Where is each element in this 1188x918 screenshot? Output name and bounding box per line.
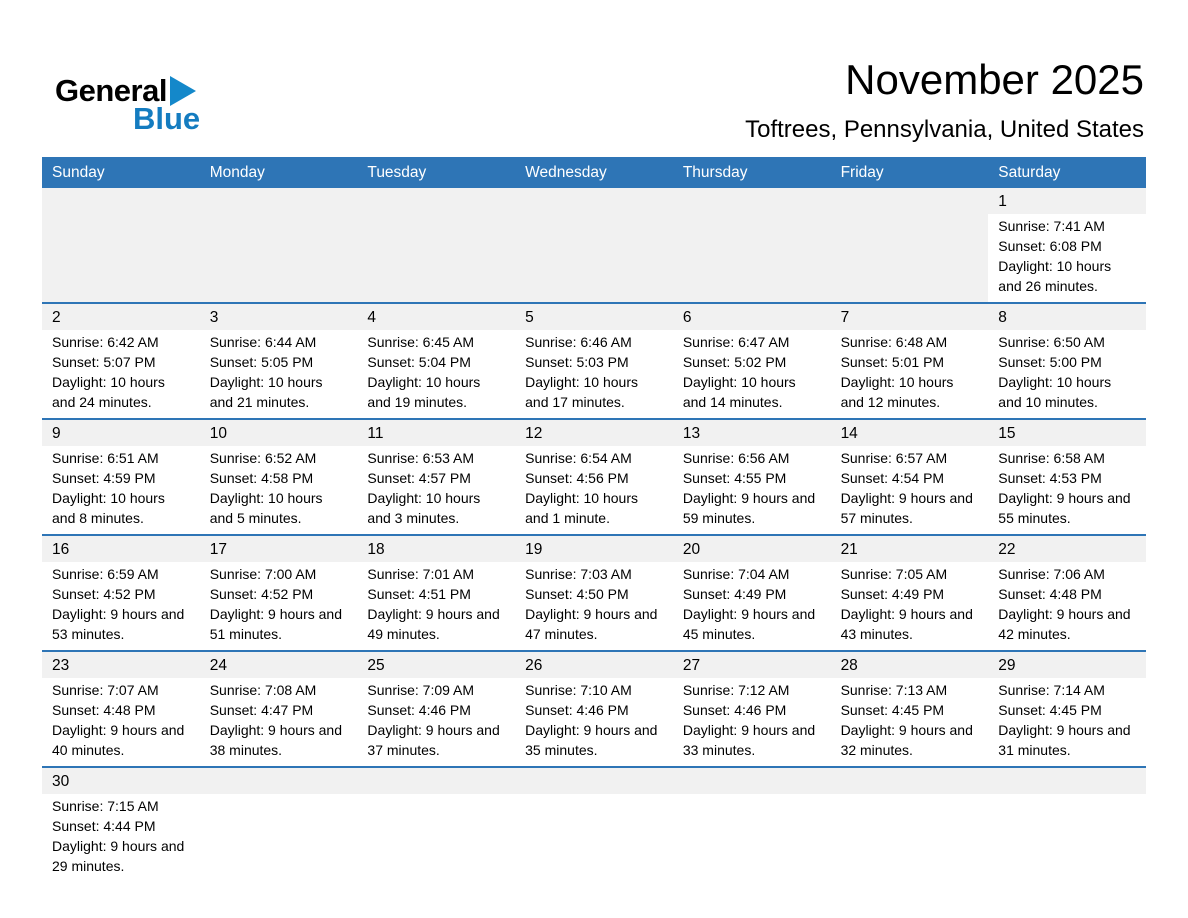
sunset-text: Sunset: 4:54 PM [840, 470, 945, 486]
day-number-stripe [357, 768, 515, 794]
empty-cell [673, 768, 831, 882]
sunset-text: Sunset: 4:46 PM [367, 702, 471, 718]
day-details [988, 678, 1146, 766]
daylight-text: Daylight: 10 hours and 1 minute. [525, 490, 638, 526]
day-number: 24 [200, 652, 358, 678]
day-cell [831, 420, 989, 534]
day-cell [200, 420, 358, 534]
sunset-text: Sunset: 5:00 PM [998, 354, 1102, 370]
day-cell [515, 420, 673, 534]
day-details [988, 446, 1146, 534]
day-number: 21 [831, 536, 989, 562]
day-number: 20 [673, 536, 831, 562]
day-number: 6 [673, 304, 831, 330]
day-cell [200, 304, 358, 418]
daylight-text: Daylight: 9 hours and 31 minutes. [998, 722, 1131, 758]
sunset-text: Sunset: 4:48 PM [52, 702, 156, 718]
daylight-text: Daylight: 10 hours and 17 minutes. [525, 374, 638, 410]
sunset-text: Sunset: 5:07 PM [52, 354, 156, 370]
day-number: 15 [988, 420, 1146, 446]
day-number-stripe [831, 768, 989, 794]
day-details [42, 678, 200, 766]
day-number-stripe [673, 768, 831, 794]
day-number: 3 [200, 304, 358, 330]
day-details [357, 678, 515, 766]
sunset-text: Sunset: 4:45 PM [998, 702, 1102, 718]
day-number: 16 [42, 536, 200, 562]
day-number: 7 [831, 304, 989, 330]
day-number: 8 [988, 304, 1146, 330]
day-cell [42, 536, 200, 650]
day-cell [988, 188, 1146, 302]
empty-cell [200, 768, 358, 882]
day-number: 22 [988, 536, 1146, 562]
day-cell [988, 420, 1146, 534]
sunset-text: Sunset: 5:04 PM [367, 354, 471, 370]
daylight-text: Daylight: 10 hours and 5 minutes. [209, 490, 323, 526]
daylight-text: Daylight: 9 hours and 33 minutes. [682, 722, 816, 758]
week-row [42, 418, 1146, 534]
day-number: 9 [42, 420, 200, 446]
day-number: 2 [42, 304, 200, 330]
daylight-text: Daylight: 10 hours and 24 minutes. [52, 374, 165, 410]
day-cell [42, 420, 200, 534]
sunrise-text: Sunrise: 7:04 AM [682, 566, 790, 582]
sunrise-text: Sunrise: 7:15 AM [52, 798, 159, 814]
day-cell [357, 420, 515, 534]
day-number: 27 [673, 652, 831, 678]
sunset-text: Sunset: 4:55 PM [682, 470, 787, 486]
day-details [515, 562, 673, 650]
day-details [200, 678, 358, 766]
sunrise-text: Sunrise: 6:50 AM [998, 334, 1105, 350]
day-details [200, 330, 358, 418]
daylight-text: Daylight: 9 hours and 35 minutes. [525, 722, 658, 758]
daylight-text: Daylight: 9 hours and 53 minutes. [52, 606, 185, 642]
sunset-text: Sunset: 4:49 PM [840, 586, 945, 602]
day-cell [357, 536, 515, 650]
sunrise-text: Sunrise: 6:45 AM [367, 334, 475, 350]
sunset-text: Sunset: 4:50 PM [525, 586, 629, 602]
day-number: 13 [673, 420, 831, 446]
daylight-text: Daylight: 9 hours and 55 minutes. [998, 490, 1131, 526]
sunset-text: Sunset: 4:46 PM [525, 702, 629, 718]
sunrise-text: Sunrise: 7:07 AM [52, 682, 159, 698]
sunset-text: Sunset: 5:01 PM [840, 354, 945, 370]
day-number: 29 [988, 652, 1146, 678]
sunrise-text: Sunrise: 7:14 AM [998, 682, 1105, 698]
day-details [357, 446, 515, 534]
sunset-text: Sunset: 4:56 PM [525, 470, 629, 486]
sunrise-text: Sunrise: 6:44 AM [209, 334, 317, 350]
day-cell [831, 652, 989, 766]
day-details [42, 794, 200, 882]
day-cell [42, 304, 200, 418]
day-details [515, 678, 673, 766]
sunrise-text: Sunrise: 6:56 AM [682, 450, 790, 466]
weekday-wednesday: Wednesday [525, 163, 607, 181]
sunset-text: Sunset: 5:02 PM [682, 354, 787, 370]
logo-text-blue: Blue [133, 101, 201, 136]
sunrise-text: Sunrise: 6:54 AM [525, 450, 632, 466]
sunrise-text: Sunrise: 6:52 AM [209, 450, 317, 466]
daylight-text: Daylight: 10 hours and 19 minutes. [367, 374, 481, 410]
day-number: 12 [515, 420, 673, 446]
empty-cell [831, 188, 989, 302]
sunrise-text: Sunrise: 6:58 AM [998, 450, 1105, 466]
calendar [42, 157, 1146, 882]
day-cell [515, 652, 673, 766]
daylight-text: Daylight: 9 hours and 59 minutes. [682, 490, 816, 526]
daylight-text: Daylight: 9 hours and 37 minutes. [367, 722, 500, 758]
day-details [831, 678, 989, 766]
day-details [988, 562, 1146, 650]
daylight-text: Daylight: 9 hours and 51 minutes. [209, 606, 343, 642]
week-row [42, 188, 1146, 302]
day-number: 10 [200, 420, 358, 446]
empty-cell [42, 188, 200, 302]
day-cell [515, 536, 673, 650]
week-row [42, 534, 1146, 650]
week-row [42, 302, 1146, 418]
daylight-text: Daylight: 9 hours and 32 minutes. [840, 722, 973, 758]
day-details [42, 446, 200, 534]
day-cell [831, 536, 989, 650]
weekday-tuesday: Tuesday [367, 163, 427, 181]
sunrise-text: Sunrise: 7:05 AM [840, 566, 948, 582]
day-cell [357, 652, 515, 766]
daylight-text: Daylight: 10 hours and 14 minutes. [682, 374, 796, 410]
day-number: 18 [357, 536, 515, 562]
daylight-text: Daylight: 10 hours and 8 minutes. [52, 490, 165, 526]
sunset-text: Sunset: 4:57 PM [367, 470, 471, 486]
location-subtitle: Toftrees, Pennsylvania, United States [745, 116, 1144, 143]
day-number: 23 [42, 652, 200, 678]
sunrise-text: Sunrise: 7:12 AM [682, 682, 790, 698]
day-details [42, 562, 200, 650]
sunset-text: Sunset: 4:44 PM [52, 818, 156, 834]
day-cell [357, 304, 515, 418]
sunrise-text: Sunrise: 7:13 AM [840, 682, 948, 698]
empty-cell [200, 188, 358, 302]
week-row [42, 650, 1146, 766]
day-number: 17 [200, 536, 358, 562]
empty-cell [673, 188, 831, 302]
daylight-text: Daylight: 9 hours and 49 minutes. [367, 606, 500, 642]
day-cell [200, 536, 358, 650]
sunrise-text: Sunrise: 7:41 AM [998, 218, 1105, 234]
sunrise-text: Sunrise: 6:48 AM [840, 334, 948, 350]
day-details [673, 678, 831, 766]
empty-cell [988, 768, 1146, 882]
day-details [831, 330, 989, 418]
day-details [515, 330, 673, 418]
day-details [673, 330, 831, 418]
day-number-stripe [515, 768, 673, 794]
sunrise-text: Sunrise: 7:09 AM [367, 682, 475, 698]
day-number: 25 [357, 652, 515, 678]
day-cell [200, 652, 358, 766]
sunrise-text: Sunrise: 6:46 AM [525, 334, 632, 350]
sunrise-text: Sunrise: 6:51 AM [52, 450, 159, 466]
calendar-weeks [42, 188, 1146, 882]
day-details [988, 330, 1146, 418]
daylight-text: Daylight: 9 hours and 57 minutes. [840, 490, 973, 526]
weekday-thursday: Thursday [682, 163, 748, 181]
daylight-text: Daylight: 10 hours and 26 minutes. [998, 258, 1112, 294]
sunrise-text: Sunrise: 6:53 AM [367, 450, 475, 466]
day-details [200, 446, 358, 534]
day-details [988, 214, 1146, 302]
sunset-text: Sunset: 4:51 PM [367, 586, 471, 602]
day-details [357, 562, 515, 650]
sunrise-text: Sunrise: 7:00 AM [209, 566, 317, 582]
month-title: November 2025 [845, 56, 1144, 103]
daylight-text: Daylight: 9 hours and 47 minutes. [525, 606, 658, 642]
sunset-text: Sunset: 4:53 PM [998, 470, 1102, 486]
daylight-text: Daylight: 9 hours and 45 minutes. [682, 606, 816, 642]
day-details [831, 446, 989, 534]
sunset-text: Sunset: 4:52 PM [52, 586, 156, 602]
day-cell [515, 304, 673, 418]
weekday-monday: Monday [209, 163, 265, 181]
day-details [673, 446, 831, 534]
sunrise-text: Sunrise: 7:10 AM [525, 682, 632, 698]
day-number-stripe [988, 768, 1146, 794]
sunrise-text: Sunrise: 6:42 AM [52, 334, 159, 350]
day-cell [42, 652, 200, 766]
day-number-stripe [200, 768, 358, 794]
day-cell [673, 652, 831, 766]
sunset-text: Sunset: 5:03 PM [525, 354, 629, 370]
day-number: 30 [42, 768, 200, 794]
sunset-text: Sunset: 4:52 PM [209, 586, 314, 602]
sunset-text: Sunset: 4:59 PM [52, 470, 156, 486]
day-number: 1 [988, 188, 1146, 214]
sunrise-text: Sunrise: 6:57 AM [840, 450, 948, 466]
day-cell [673, 304, 831, 418]
day-details [357, 330, 515, 418]
empty-cell [357, 188, 515, 302]
day-details [200, 562, 358, 650]
week-row [42, 766, 1146, 882]
day-number: 5 [515, 304, 673, 330]
empty-cell [357, 768, 515, 882]
sunrise-text: Sunrise: 6:59 AM [52, 566, 159, 582]
sunset-text: Sunset: 5:05 PM [209, 354, 314, 370]
daylight-text: Daylight: 9 hours and 38 minutes. [209, 722, 343, 758]
day-cell [673, 536, 831, 650]
sunrise-text: Sunrise: 7:03 AM [525, 566, 632, 582]
day-details [42, 330, 200, 418]
sunset-text: Sunset: 4:48 PM [998, 586, 1102, 602]
day-cell [988, 536, 1146, 650]
day-details [515, 446, 673, 534]
sunset-text: Sunset: 4:46 PM [682, 702, 787, 718]
weekday-header [42, 157, 1146, 188]
sunrise-text: Sunrise: 7:01 AM [367, 566, 475, 582]
empty-cell [515, 188, 673, 302]
daylight-text: Daylight: 10 hours and 21 minutes. [209, 374, 323, 410]
day-cell [988, 304, 1146, 418]
day-cell [42, 768, 200, 882]
logo [55, 74, 200, 134]
day-cell [673, 420, 831, 534]
day-number: 28 [831, 652, 989, 678]
empty-cell [831, 768, 989, 882]
day-number: 19 [515, 536, 673, 562]
day-details [673, 562, 831, 650]
day-number: 4 [357, 304, 515, 330]
daylight-text: Daylight: 10 hours and 10 minutes. [998, 374, 1112, 410]
weekday-sunday: Sunday [52, 163, 105, 181]
day-details [831, 562, 989, 650]
sunset-text: Sunset: 6:08 PM [998, 238, 1102, 254]
daylight-text: Daylight: 9 hours and 42 minutes. [998, 606, 1131, 642]
sunset-text: Sunset: 4:47 PM [209, 702, 314, 718]
day-cell [831, 304, 989, 418]
sunrise-text: Sunrise: 7:06 AM [998, 566, 1105, 582]
sunrise-text: Sunrise: 7:08 AM [209, 682, 317, 698]
daylight-text: Daylight: 9 hours and 29 minutes. [52, 838, 185, 874]
day-number: 14 [831, 420, 989, 446]
daylight-text: Daylight: 10 hours and 12 minutes. [840, 374, 954, 410]
sunset-text: Sunset: 4:49 PM [682, 586, 787, 602]
sunrise-text: Sunrise: 6:47 AM [682, 334, 790, 350]
weekday-friday: Friday [840, 163, 884, 181]
logo-text-general: General [55, 72, 167, 108]
empty-cell [515, 768, 673, 882]
day-number: 11 [357, 420, 515, 446]
weekday-saturday: Saturday [998, 163, 1061, 181]
sunset-text: Sunset: 4:45 PM [840, 702, 945, 718]
day-cell [988, 652, 1146, 766]
day-number: 26 [515, 652, 673, 678]
daylight-text: Daylight: 9 hours and 43 minutes. [840, 606, 973, 642]
daylight-text: Daylight: 9 hours and 40 minutes. [52, 722, 185, 758]
title-block [745, 56, 1144, 144]
daylight-text: Daylight: 10 hours and 3 minutes. [367, 490, 481, 526]
sunset-text: Sunset: 4:58 PM [209, 470, 314, 486]
